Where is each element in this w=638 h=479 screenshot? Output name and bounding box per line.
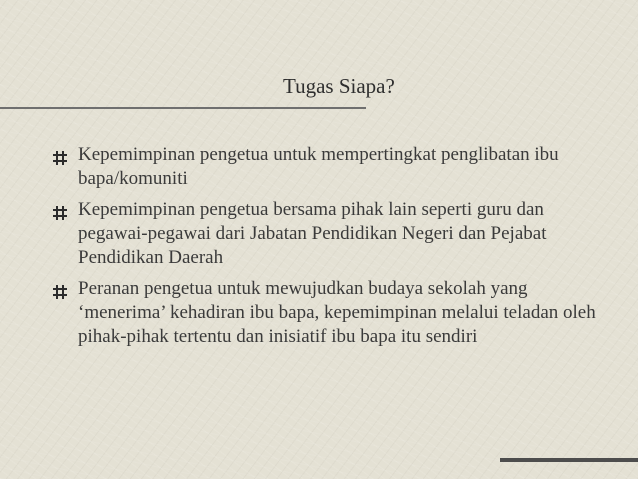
slide-title: Tugas Siapa? <box>283 74 395 98</box>
bullet-item-2 <box>50 198 610 270</box>
bullet-text: Kepemimpinan pengetua bersama pihak lain seperti guru dan pegawai-pegawai dari Jabatan Pendidikan Negeri dan Pejabat Pendidikan Daerah <box>78 199 547 268</box>
hash-bullet-icon <box>53 282 67 296</box>
bullet-item-1 <box>50 143 610 191</box>
bottom-rule <box>500 458 638 462</box>
bullet-text: Kepemimpinan pengetua untuk mempertingkat penglibatan ibu bapa/komuniti <box>78 144 559 189</box>
hash-bullet-icon <box>53 203 67 217</box>
bullet-text: Peranan pengetua untuk mewujudkan budaya sekolah yang ‘menerima’ kehadiran ibu bapa, kepemimpinan melalui teladan oleh pihak-pihak tertentu dan inisiatif ibu bapa itu sendiri <box>78 278 596 347</box>
bullet-list <box>50 143 610 356</box>
bullet-item-3 <box>50 277 610 349</box>
hash-bullet-icon <box>53 148 67 162</box>
title-rule <box>0 107 366 109</box>
